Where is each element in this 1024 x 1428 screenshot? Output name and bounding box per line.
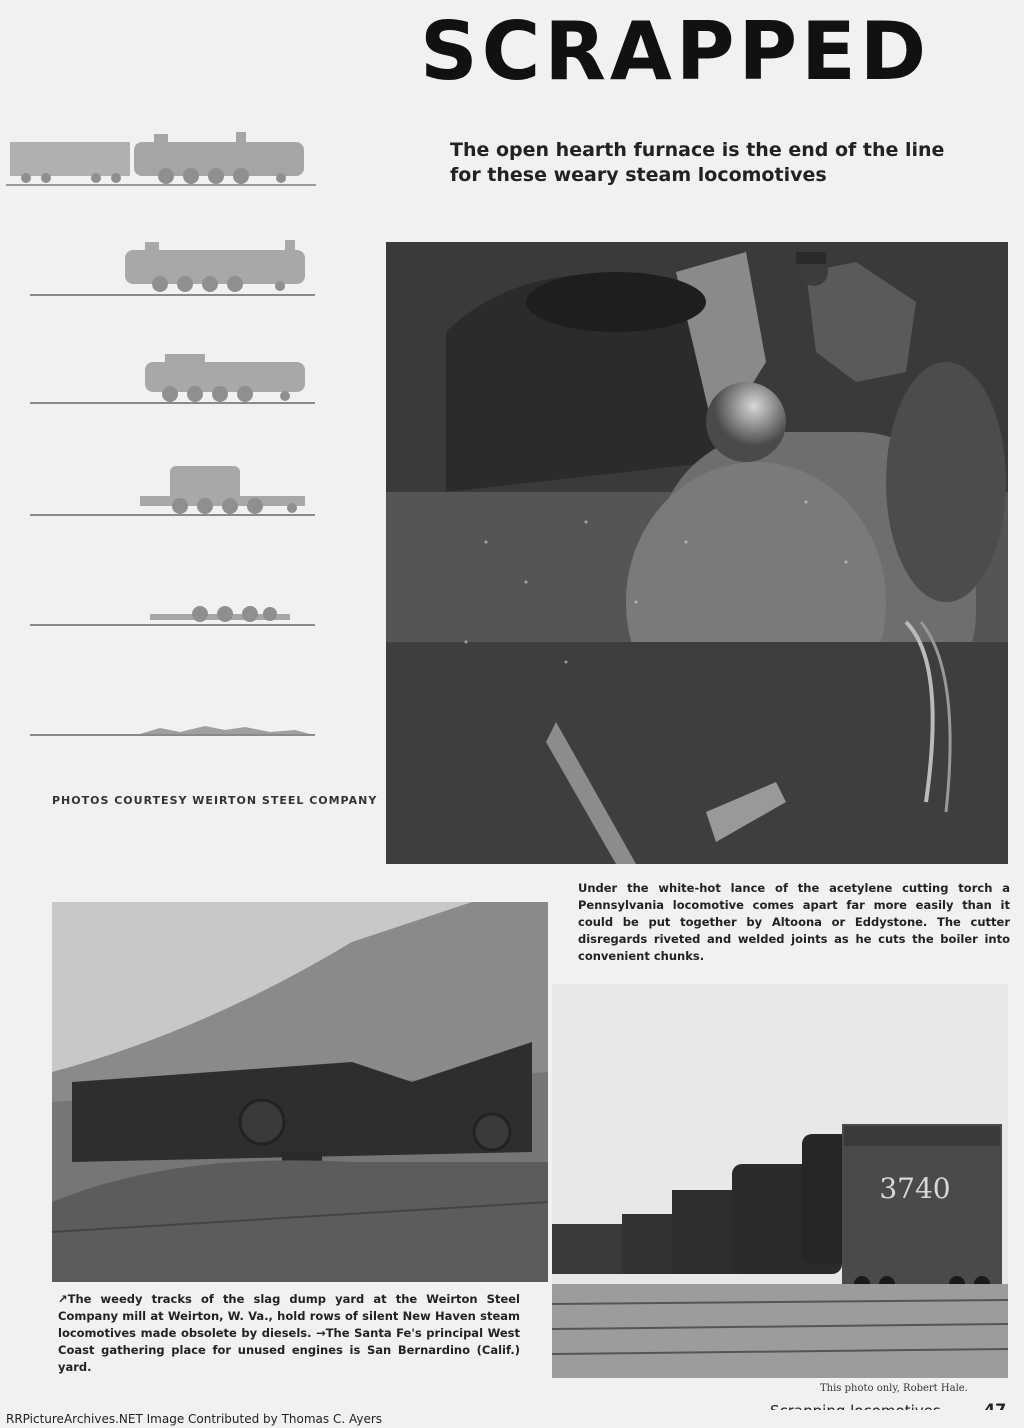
page-subtitle: The open hearth furnace is the end of the line for these weary steam locomotives [450, 139, 945, 186]
frame-only-silhouette [30, 446, 315, 516]
yards-photo-caption: ↗The weedy tracks of the slag dump yard at the Weirton Steel Company mill at Weirton, W. Va., hold rows of silent New Haven steam locomotives made obsolete by diesels. →The Santa Fe's principal West Coast gathering place for unused engines is San Bernardino (Calif.) yard. [58, 1292, 520, 1374]
san-bernardino-yard-photo [552, 984, 1008, 1378]
cutting-torch-photo [386, 242, 1008, 864]
full-locomotive-silhouette [6, 128, 316, 188]
locomotive-no-tender-silhouette [30, 226, 315, 296]
tender-number: 3740 [879, 1172, 951, 1205]
page-title: SCRAPPED [420, 5, 931, 98]
wheels-only-silhouette [30, 556, 315, 626]
archive-watermark: RRPictureArchives.NET Image Contributed by Thomas C. Ayers [0, 1410, 1024, 1428]
partial-locomotive-silhouette [30, 334, 315, 404]
robert-hale-credit: This photo only, Robert Hale. [820, 1383, 968, 1394]
torch-photo-caption: Under the white-hot lance of the acetylene cutting torch a Pennsylvania locomotive comes apart far more easily than it could be put together by Altoona or Eddystone. The cutter disregards riveted and welded joints as he cuts the boiler into convenient chunks. [578, 881, 1010, 963]
weirton-yard-illustration [52, 902, 548, 1282]
scrap-pile-silhouette [30, 666, 315, 736]
photo-credit-weirton: PHOTOS COURTESY WEIRTON STEEL COMPANY [52, 794, 378, 807]
cutting-torch-illustration [386, 242, 1008, 864]
weirton-yard-photo [52, 902, 548, 1282]
